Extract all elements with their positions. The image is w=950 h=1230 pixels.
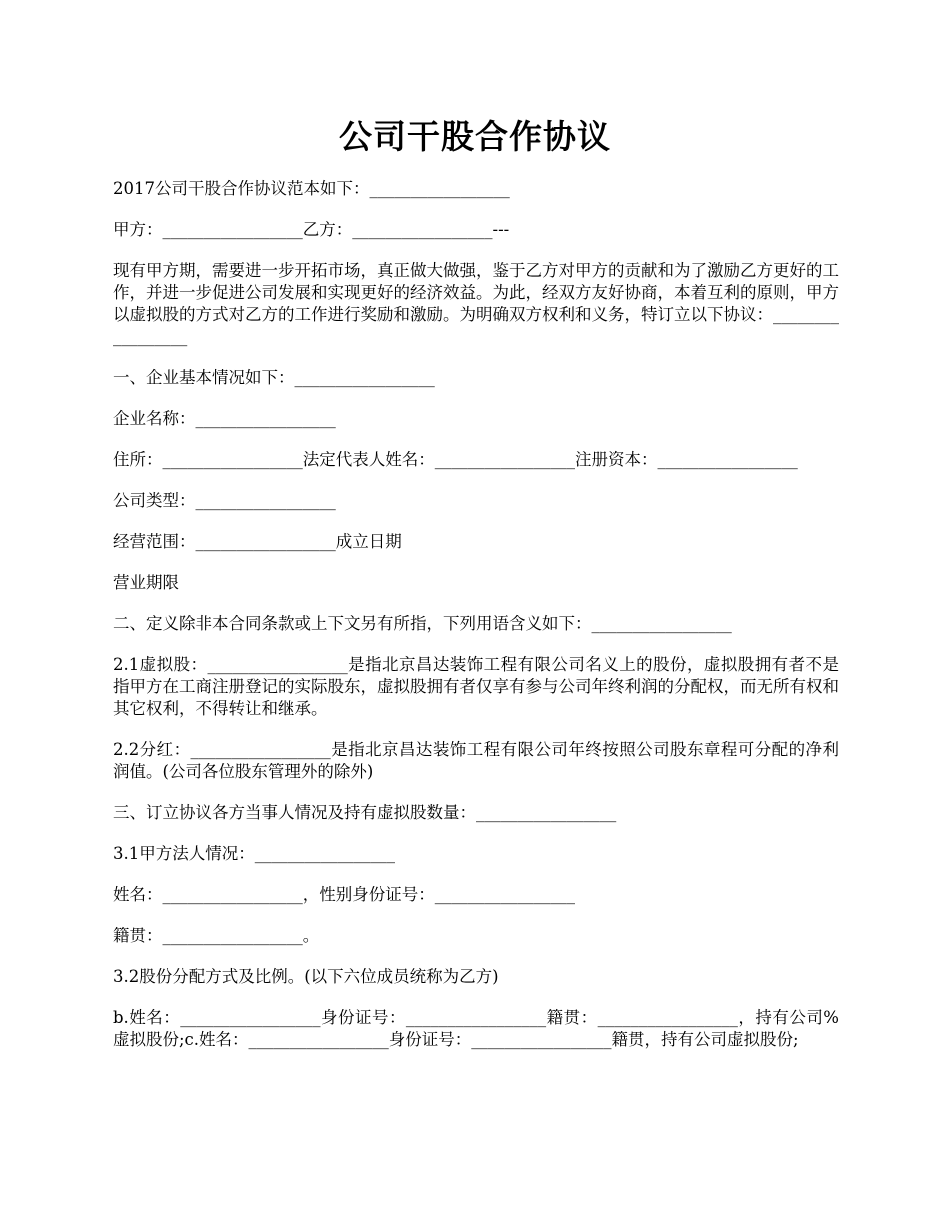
paragraph-company-type: 公司类型：_________________ [113, 491, 336, 510]
paragraph-business-scope: 经营范围：_________________成立日期 [113, 532, 402, 551]
section-1-heading: 一、企业基本情况如下：_________________ [113, 368, 435, 387]
paragraph-2-1: 2.1虚拟股：_________________是指北京昌达装饰工程有限公司名义上的股份，虚拟股拥有者不是指甲方在工商注册登记的实际股东，虚拟股拥有者仅享有参与公司年终利润的分配权，而无所有权和其它权利，不得转让和继承。 [113, 655, 839, 718]
paragraph-2-2: 2.2分红：_________________是指北京昌达装饰工程有限公司年终按照公司股东章程可分配的净利润值。(公司各位股东管理外的除外) [113, 740, 839, 781]
paragraph-members: b.姓名：_________________身份证号：_________________籍贯：_________________，持有公司%虚拟股份;c.姓名：_________________身份证号：_________________籍贯，持有公司虚拟股份; [113, 1008, 839, 1049]
document-body [113, 178, 839, 1070]
paragraph-name-id: 姓名：_________________，性别身份证号：_________________ [113, 885, 575, 904]
paragraph-parties: 甲方：_________________乙方：_________________--- [113, 220, 510, 239]
paragraph-business-term: 营业期限 [113, 573, 179, 592]
paragraph-intro: 2017公司干股合作协议范本如下：_________________ [113, 179, 510, 198]
paragraph-company-name: 企业名称：_________________ [113, 409, 336, 428]
paragraph-3-2: 3.2股份分配方式及比例。(以下六位成员统称为乙方) [113, 967, 499, 986]
section-3-heading: 三、订立协议各方当事人情况及持有虚拟股数量：_________________ [113, 803, 617, 822]
section-2-heading: 二、定义除非本合同条款或上下文另有所指，下列用语含义如下：_________________ [113, 614, 732, 633]
paragraph-preamble: 现有甲方期，需要进一步开拓市场，真正做大做强，鉴于乙方对甲方的贡献和为了激励乙方更好的工作，并进一步促进公司发展和实现更好的经济效益。为此，经双方友好协商，本着互利的原则，甲方以虚拟股的方式对乙方的工作进行奖励和激励。为明确双方权利和义务，特订立以下协议：_________________ [113, 261, 839, 346]
paragraph-native-place: 籍贯：_________________。 [113, 926, 320, 945]
paragraph-address: 住所：_________________法定代表人姓名：_________________注册资本：_________________ [113, 450, 798, 469]
paragraph-3-1: 3.1甲方法人情况：_________________ [113, 844, 395, 863]
document-title: 公司干股合作协议 [339, 117, 611, 156]
